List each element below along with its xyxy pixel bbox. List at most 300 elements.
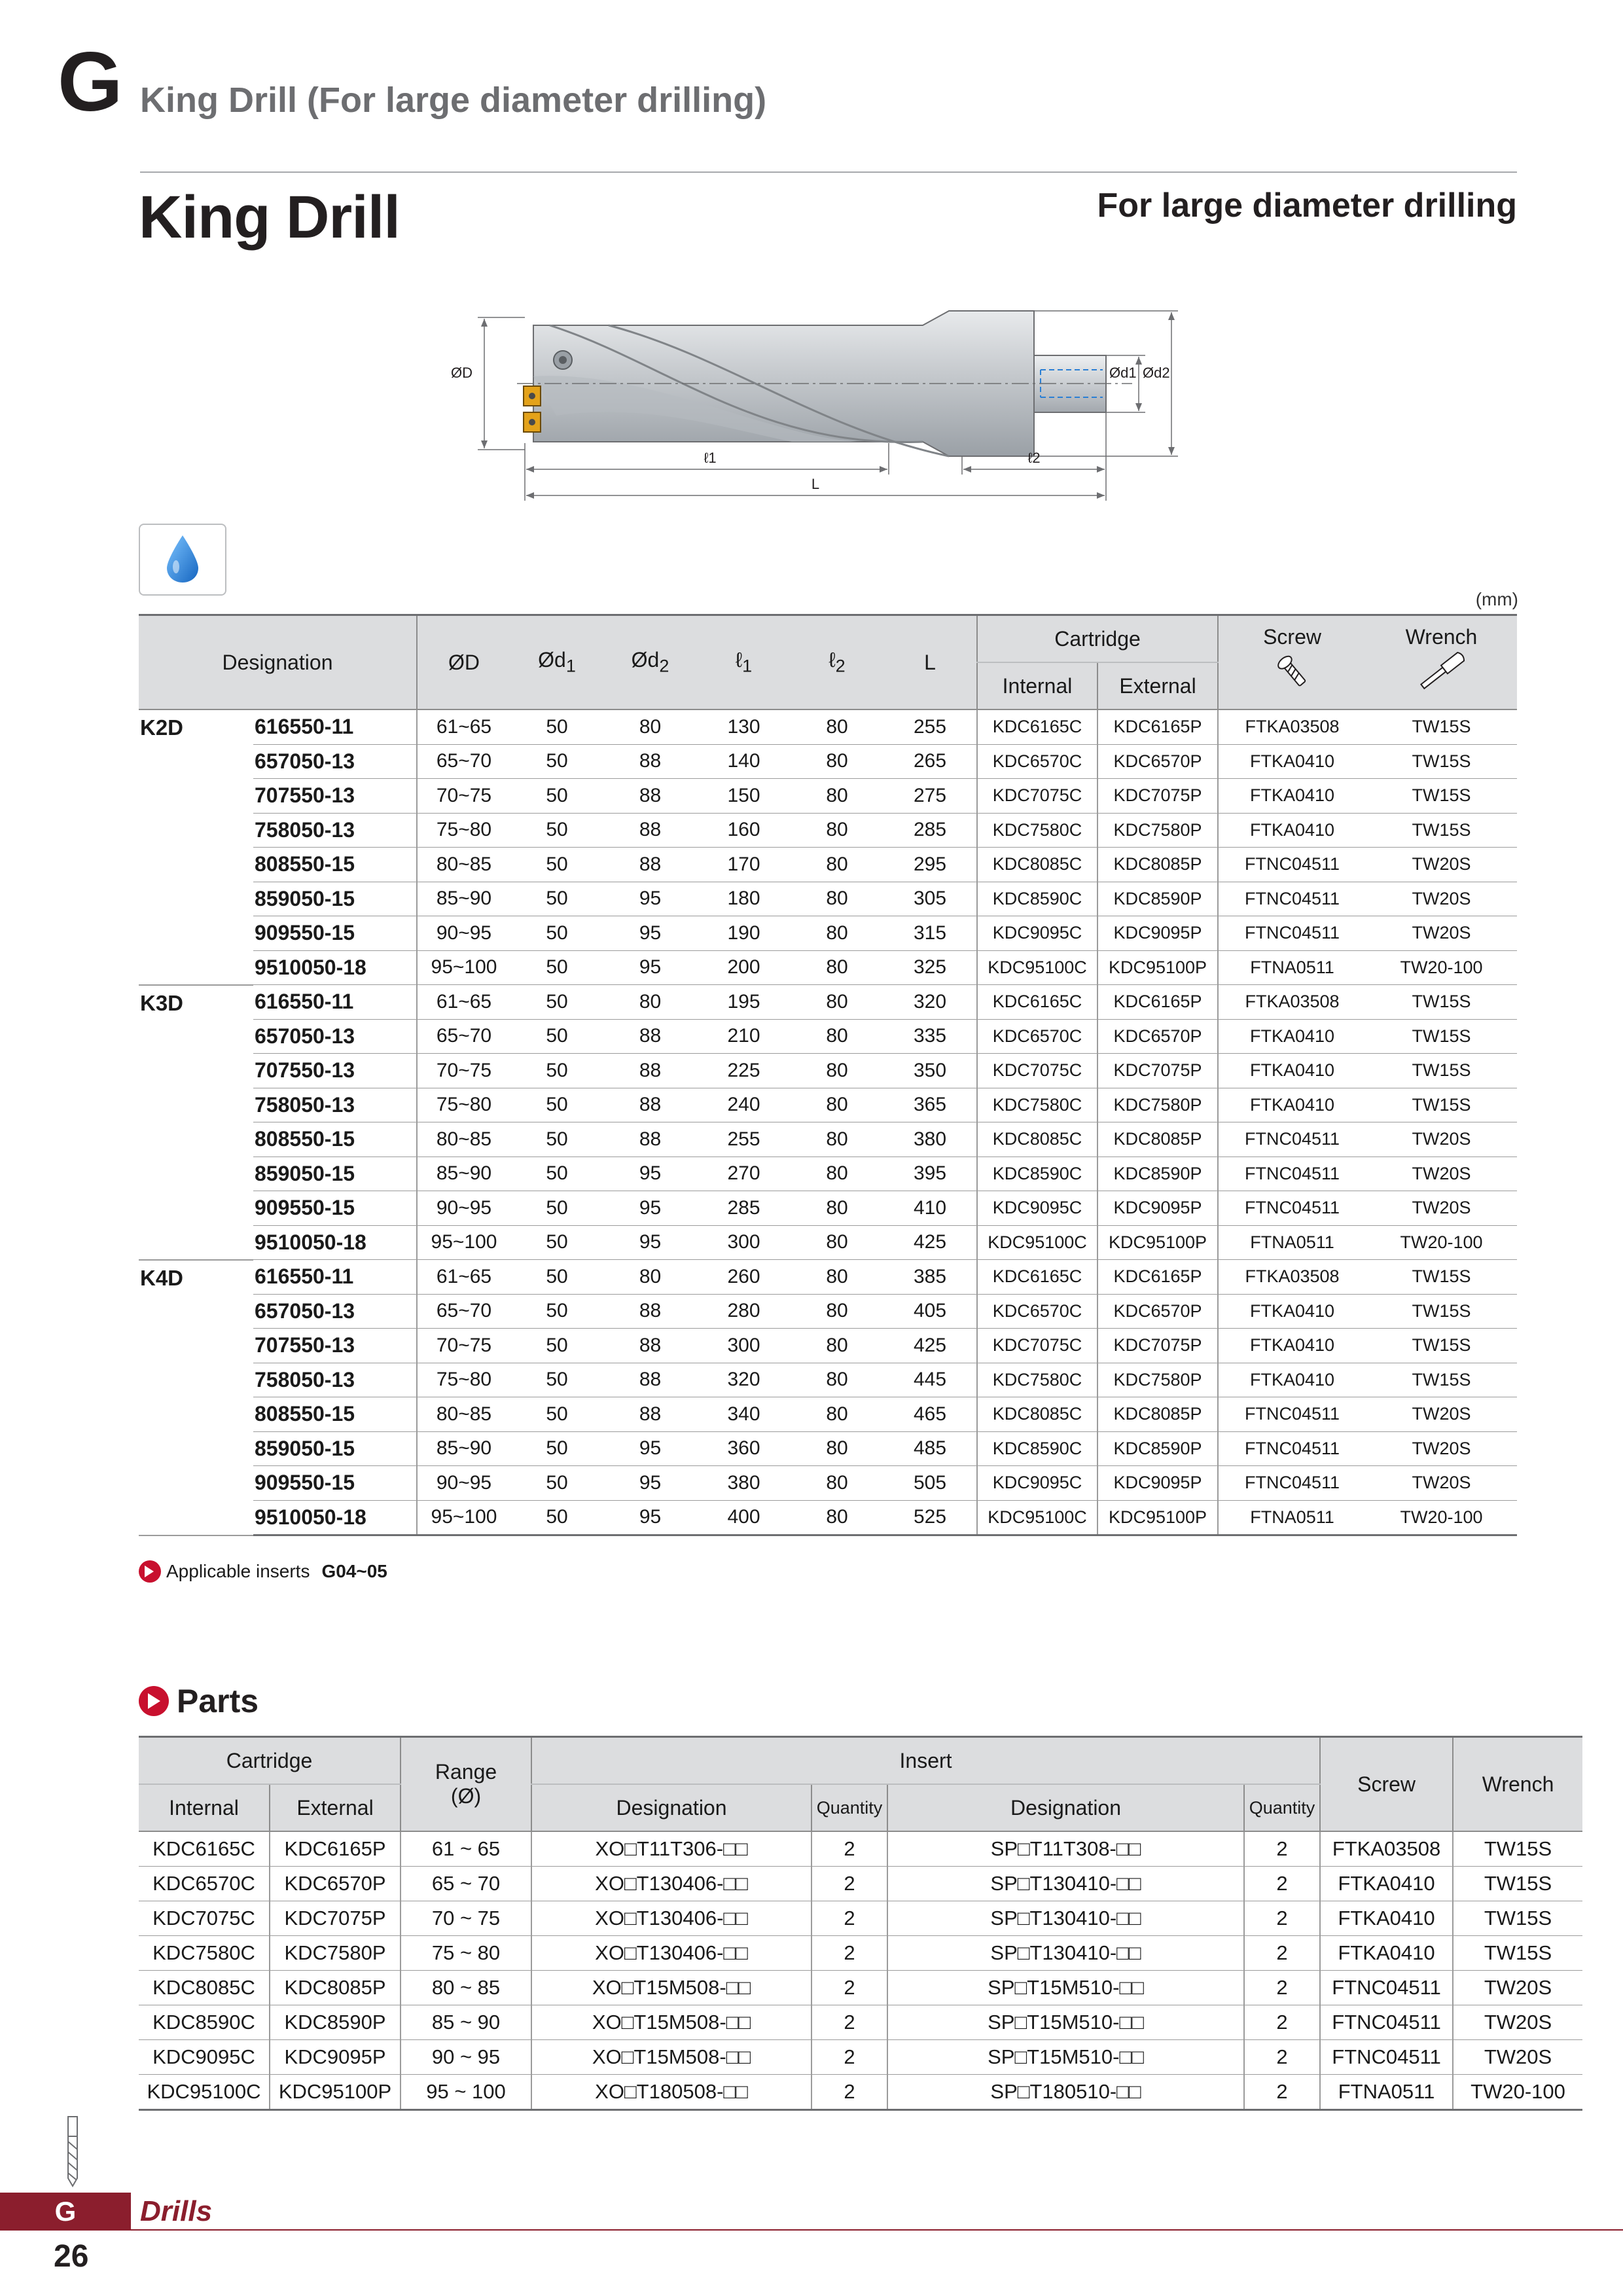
- parts-cell-qty-b: 2: [1244, 1901, 1320, 1936]
- parts-cell-screw: FTKA03508: [1320, 1831, 1453, 1867]
- parts-cell-qty-b: 2: [1244, 2075, 1320, 2110]
- cell-wrench: TW20S: [1366, 1397, 1517, 1432]
- cell-external: KDC8085P: [1097, 1122, 1218, 1157]
- cell-l2: 80: [791, 744, 883, 779]
- cell-d1: 50: [510, 1225, 603, 1260]
- parts-col-quantity-b: Quantity: [1244, 1784, 1320, 1831]
- parts-cell-qty-a: 2: [812, 1867, 887, 1901]
- cell-d1: 50: [510, 950, 603, 985]
- col-cartridge-internal: Internal: [977, 662, 1097, 709]
- parts-cell-qty-a: 2: [812, 2040, 887, 2075]
- cell-external: KDC6165P: [1097, 709, 1218, 744]
- parts-cell-range: 90 ~ 95: [401, 2040, 531, 2075]
- cell-internal: KDC95100C: [977, 1500, 1097, 1535]
- parts-cell-range: 61 ~ 65: [401, 1831, 531, 1867]
- cell-screw: FTKA0410: [1218, 1019, 1366, 1054]
- parts-cell-insert-b: SP□T130410-□□: [887, 1901, 1244, 1936]
- table-row: [139, 1831, 1582, 1867]
- cell-d2: 95: [603, 916, 697, 951]
- coolant-badge: [139, 524, 226, 596]
- cell-l2: 80: [791, 916, 883, 951]
- cell-wrench: TW15S: [1366, 709, 1517, 744]
- parts-cell-insert-b: SP□T15M510-□□: [887, 1971, 1244, 2005]
- cell-l2: 80: [791, 882, 883, 916]
- cell-screw: FTNC04511: [1218, 848, 1366, 882]
- cell-external: KDC6165P: [1097, 985, 1218, 1020]
- cell-L: 485: [883, 1431, 977, 1466]
- cell-d2: 95: [603, 882, 697, 916]
- parts-cell-qty-a: 2: [812, 1901, 887, 1936]
- cell-wrench: TW15S: [1366, 1054, 1517, 1088]
- series-label: K3D: [139, 985, 253, 1260]
- parts-cell-qty-b: 2: [1244, 2005, 1320, 2040]
- cell-l1: 200: [697, 950, 791, 985]
- cell-D: 65~70: [417, 1294, 510, 1329]
- parts-cell-screw: FTNC04511: [1320, 2040, 1453, 2075]
- cell-internal: KDC9095C: [977, 916, 1097, 951]
- cell-screw: FTNA0511: [1218, 1500, 1366, 1535]
- parts-cell-range: 70 ~ 75: [401, 1901, 531, 1936]
- cell-d1: 50: [510, 744, 603, 779]
- cell-internal: KDC95100C: [977, 1225, 1097, 1260]
- cell-l1: 320: [697, 1363, 791, 1397]
- col-d2: $Ød_2$: [603, 615, 697, 710]
- cell-l2: 80: [791, 1431, 883, 1466]
- cell-external: KDC95100P: [1097, 950, 1218, 985]
- cell-D: 85~90: [417, 1157, 510, 1191]
- footer-rule: [131, 2229, 1623, 2231]
- designation-cell: 9510050-18: [253, 1500, 417, 1535]
- parts-cell-insert-a: XO□T130406-□□: [531, 1936, 812, 1971]
- parts-cell-insert-a: XO□T130406-□□: [531, 1867, 812, 1901]
- designation-cell: 859050-15: [253, 882, 417, 916]
- cell-l2: 80: [791, 813, 883, 848]
- cell-l1: 255: [697, 1122, 791, 1157]
- cell-D: 90~95: [417, 1191, 510, 1226]
- cell-d2: 95: [603, 1500, 697, 1535]
- cell-external: KDC8590P: [1097, 882, 1218, 916]
- cell-l2: 80: [791, 1294, 883, 1329]
- designation-cell: 707550-13: [253, 779, 417, 814]
- table-row: [139, 1936, 1582, 1971]
- table-row: [139, 1225, 1517, 1260]
- cell-L: 410: [883, 1191, 977, 1226]
- cell-screw: FTNC04511: [1218, 916, 1366, 951]
- parts-cell-internal: KDC8085C: [139, 1971, 270, 2005]
- cell-external: KDC6570P: [1097, 744, 1218, 779]
- cell-l2: 80: [791, 1363, 883, 1397]
- cell-wrench: TW20S: [1366, 1122, 1517, 1157]
- cell-external: KDC9095P: [1097, 1466, 1218, 1501]
- cell-l2: 80: [791, 985, 883, 1020]
- table-row: [139, 916, 1517, 951]
- cell-screw: FTKA0410: [1218, 1054, 1366, 1088]
- series-label: K2D: [139, 709, 253, 985]
- table-row: [139, 1971, 1582, 2005]
- parts-cell-qty-b: 2: [1244, 1971, 1320, 2005]
- cell-d2: 80: [603, 1260, 697, 1295]
- cell-l2: 80: [791, 950, 883, 985]
- parts-cell-insert-a: XO□T15M508-□□: [531, 2005, 812, 2040]
- cell-screw: FTKA0410: [1218, 744, 1366, 779]
- parts-cell-internal: KDC6165C: [139, 1831, 270, 1867]
- cell-l1: 160: [697, 813, 791, 848]
- cell-external: KDC7580P: [1097, 1363, 1218, 1397]
- parts-cell-external: KDC7075P: [270, 1901, 401, 1936]
- table-row: [139, 1294, 1517, 1329]
- cell-external: KDC7580P: [1097, 813, 1218, 848]
- cell-wrench: TW15S: [1366, 1260, 1517, 1295]
- cell-screw: FTNA0511: [1218, 950, 1366, 985]
- table-row: [139, 1088, 1517, 1122]
- parts-cell-wrench: TW20-100: [1453, 2075, 1582, 2110]
- cell-internal: KDC8085C: [977, 848, 1097, 882]
- cell-l1: 180: [697, 882, 791, 916]
- wrench-icon: [1412, 652, 1471, 691]
- parts-cell-qty-a: 2: [812, 2075, 887, 2110]
- parts-col-quantity-a: Quantity: [812, 1784, 887, 1831]
- cell-d1: 50: [510, 709, 603, 744]
- designation-cell: 707550-13: [253, 1329, 417, 1363]
- cell-screw: FTKA0410: [1218, 1088, 1366, 1122]
- cell-d2: 95: [603, 1191, 697, 1226]
- parts-cell-wrench: TW15S: [1453, 1936, 1582, 1971]
- table-row: [139, 1191, 1517, 1226]
- cell-d1: 50: [510, 848, 603, 882]
- cell-d1: 50: [510, 1260, 603, 1295]
- parts-cell-internal: KDC9095C: [139, 2040, 270, 2075]
- cell-d2: 88: [603, 744, 697, 779]
- parts-cell-qty-a: 2: [812, 1936, 887, 1971]
- cell-external: KDC7075P: [1097, 1054, 1218, 1088]
- cell-L: 445: [883, 1363, 977, 1397]
- parts-cell-range: 75 ~ 80: [401, 1936, 531, 1971]
- section-letter: G: [58, 35, 123, 129]
- cell-D: 95~100: [417, 950, 510, 985]
- parts-cell-wrench: TW20S: [1453, 1971, 1582, 2005]
- parts-cell-insert-b: SP□T130410-□□: [887, 1936, 1244, 1971]
- cell-internal: KDC6570C: [977, 744, 1097, 779]
- table-row: [139, 1157, 1517, 1191]
- parts-col-wrench: Wrench: [1453, 1737, 1582, 1832]
- cell-wrench: TW15S: [1366, 1294, 1517, 1329]
- cell-d1: 50: [510, 1191, 603, 1226]
- designation-cell: 657050-13: [253, 1294, 417, 1329]
- cell-wrench: TW15S: [1366, 1329, 1517, 1363]
- cell-internal: KDC6570C: [977, 1294, 1097, 1329]
- cell-d1: 50: [510, 1019, 603, 1054]
- footer-section-letter: G: [54, 2196, 77, 2227]
- designation-cell: 808550-15: [253, 1122, 417, 1157]
- parts-cell-internal: KDC7075C: [139, 1901, 270, 1936]
- designation-cell: 758050-13: [253, 1363, 417, 1397]
- parts-cell-internal: KDC95100C: [139, 2075, 270, 2110]
- page-title: King Drill: [139, 184, 400, 251]
- cell-d1: 50: [510, 1466, 603, 1501]
- table-row: [139, 1363, 1517, 1397]
- parts-cell-external: KDC9095P: [270, 2040, 401, 2075]
- designation-cell: 758050-13: [253, 1088, 417, 1122]
- parts-cell-wrench: TW15S: [1453, 1901, 1582, 1936]
- cell-d2: 88: [603, 1122, 697, 1157]
- cell-external: KDC7580P: [1097, 1088, 1218, 1122]
- cell-d1: 50: [510, 1054, 603, 1088]
- coolant-drop-icon: [163, 533, 202, 585]
- parts-cell-insert-b: SP□T180510-□□: [887, 2075, 1244, 2110]
- designation-cell: 657050-13: [253, 1019, 417, 1054]
- cell-L: 285: [883, 813, 977, 848]
- table-row: [139, 813, 1517, 848]
- cell-screw: FTKA03508: [1218, 1260, 1366, 1295]
- cell-l2: 80: [791, 1225, 883, 1260]
- cell-external: KDC9095P: [1097, 1191, 1218, 1226]
- col-l1: ℓ$_1$: [697, 615, 791, 710]
- col-cartridge-external: External: [1097, 662, 1218, 709]
- cell-screw: FTNC04511: [1218, 882, 1366, 916]
- cell-L: 325: [883, 950, 977, 985]
- cell-wrench: TW20S: [1366, 1431, 1517, 1466]
- table-row: [139, 1397, 1517, 1432]
- cell-l2: 80: [791, 1397, 883, 1432]
- cell-d1: 50: [510, 813, 603, 848]
- designation-cell: 616550-11: [253, 985, 417, 1020]
- cell-d1: 50: [510, 882, 603, 916]
- col-cartridge: Cartridge: [977, 615, 1218, 663]
- designation-cell: 909550-15: [253, 1191, 417, 1226]
- parts-cell-wrench: TW20S: [1453, 2005, 1582, 2040]
- table-row: [139, 779, 1517, 814]
- cell-L: 395: [883, 1157, 977, 1191]
- designation-cell: 909550-15: [253, 1466, 417, 1501]
- table-row: [139, 882, 1517, 916]
- cell-D: 90~95: [417, 1466, 510, 1501]
- cell-D: 85~90: [417, 882, 510, 916]
- table-row: [139, 2075, 1582, 2110]
- cell-l2: 80: [791, 1088, 883, 1122]
- cell-d2: 88: [603, 1329, 697, 1363]
- cell-L: 305: [883, 882, 977, 916]
- cell-internal: KDC7075C: [977, 1054, 1097, 1088]
- cell-L: 405: [883, 1294, 977, 1329]
- cell-L: 505: [883, 1466, 977, 1501]
- cell-D: 95~100: [417, 1225, 510, 1260]
- cell-internal: KDC7075C: [977, 1329, 1097, 1363]
- parts-table: [139, 1736, 1582, 2111]
- cell-internal: KDC8085C: [977, 1122, 1097, 1157]
- cell-wrench: TW15S: [1366, 1088, 1517, 1122]
- cell-d2: 95: [603, 1466, 697, 1501]
- cell-internal: KDC7580C: [977, 1363, 1097, 1397]
- cell-d2: 95: [603, 950, 697, 985]
- table-row: [139, 1019, 1517, 1054]
- page-subtitle: For large diameter drilling: [1097, 187, 1517, 224]
- cell-l1: 300: [697, 1329, 791, 1363]
- cell-screw: FTKA0410: [1218, 1294, 1366, 1329]
- parts-cell-range: 95 ~ 100: [401, 2075, 531, 2110]
- cell-wrench: TW20S: [1366, 848, 1517, 882]
- designation-cell: 808550-15: [253, 848, 417, 882]
- cell-L: 265: [883, 744, 977, 779]
- cell-external: KDC8085P: [1097, 848, 1218, 882]
- parts-cell-range: 80 ~ 85: [401, 1971, 531, 2005]
- col-l2: ℓ$_2$: [791, 615, 883, 710]
- cell-l2: 80: [791, 1466, 883, 1501]
- cell-L: 295: [883, 848, 977, 882]
- cell-wrench: TW20S: [1366, 1157, 1517, 1191]
- cell-screw: FTNC04511: [1218, 1191, 1366, 1226]
- specification-table: [139, 614, 1517, 1536]
- cell-internal: KDC6165C: [977, 1260, 1097, 1295]
- designation-cell: 9510050-18: [253, 950, 417, 985]
- cell-internal: KDC7580C: [977, 1088, 1097, 1122]
- parts-cell-range: 85 ~ 90: [401, 2005, 531, 2040]
- parts-title: Parts: [177, 1683, 259, 1719]
- parts-cell-insert-a: XO□T15M508-□□: [531, 1971, 812, 2005]
- cell-l1: 140: [697, 744, 791, 779]
- cell-d2: 88: [603, 1363, 697, 1397]
- cell-d1: 50: [510, 1088, 603, 1122]
- cell-L: 425: [883, 1329, 977, 1363]
- cell-wrench: TW20S: [1366, 882, 1517, 916]
- parts-cell-wrench: TW15S: [1453, 1831, 1582, 1867]
- cell-L: 275: [883, 779, 977, 814]
- cell-d2: 95: [603, 1157, 697, 1191]
- cell-l1: 360: [697, 1431, 791, 1466]
- designation-cell: 9510050-18: [253, 1225, 417, 1260]
- cell-wrench: TW20-100: [1366, 1500, 1517, 1535]
- parts-col-screw: Screw: [1320, 1737, 1453, 1832]
- cell-wrench: TW15S: [1366, 813, 1517, 848]
- cell-l2: 80: [791, 1500, 883, 1535]
- cell-screw: FTKA0410: [1218, 1329, 1366, 1363]
- cell-d2: 95: [603, 1431, 697, 1466]
- cell-l1: 190: [697, 916, 791, 951]
- label-D: ØD: [452, 365, 473, 381]
- parts-cell-insert-a: XO□T11T306-□□: [531, 1831, 812, 1867]
- parts-cell-qty-b: 2: [1244, 1936, 1320, 1971]
- parts-cell-internal: KDC8590C: [139, 2005, 270, 2040]
- cell-l1: 285: [697, 1191, 791, 1226]
- col-wrench: Wrench: [1366, 615, 1517, 710]
- col-L: L: [883, 615, 977, 710]
- cell-wrench: TW15S: [1366, 779, 1517, 814]
- table-row: [139, 2040, 1582, 2075]
- cell-external: KDC8590P: [1097, 1431, 1218, 1466]
- parts-cell-internal: KDC6570C: [139, 1867, 270, 1901]
- cell-screw: FTNC04511: [1218, 1157, 1366, 1191]
- cell-l1: 300: [697, 1225, 791, 1260]
- cell-L: 365: [883, 1088, 977, 1122]
- cell-external: KDC95100P: [1097, 1225, 1218, 1260]
- cell-internal: KDC8085C: [977, 1397, 1097, 1432]
- applicable-inserts-ref[interactable]: G04~05: [321, 1561, 387, 1581]
- designation-cell: 616550-11: [253, 1260, 417, 1295]
- cell-screw: FTKA0410: [1218, 1363, 1366, 1397]
- parts-cell-wrench: TW15S: [1453, 1867, 1582, 1901]
- cell-D: 61~65: [417, 985, 510, 1020]
- cell-screw: FTKA03508: [1218, 985, 1366, 1020]
- cell-d2: 88: [603, 848, 697, 882]
- cell-internal: KDC9095C: [977, 1191, 1097, 1226]
- cell-d1: 50: [510, 779, 603, 814]
- parts-cell-qty-b: 2: [1244, 2040, 1320, 2075]
- cell-l1: 270: [697, 1157, 791, 1191]
- cell-d2: 80: [603, 985, 697, 1020]
- cell-L: 320: [883, 985, 977, 1020]
- cell-wrench: TW20S: [1366, 1191, 1517, 1226]
- cell-D: 70~75: [417, 1054, 510, 1088]
- cell-internal: KDC8590C: [977, 1157, 1097, 1191]
- table-row: [139, 1466, 1517, 1501]
- cell-screw: FTNC04511: [1218, 1397, 1366, 1432]
- label-d2: Ød2: [1143, 365, 1170, 381]
- parts-col-insert: Insert: [531, 1737, 1320, 1785]
- cell-d2: 95: [603, 1225, 697, 1260]
- cell-l2: 80: [791, 779, 883, 814]
- cell-external: KDC8590P: [1097, 1157, 1218, 1191]
- cell-screw: FTNC04511: [1218, 1466, 1366, 1501]
- cell-D: 65~70: [417, 1019, 510, 1054]
- cell-L: 525: [883, 1500, 977, 1535]
- parts-cell-screw: FTKA0410: [1320, 1936, 1453, 1971]
- cell-d2: 88: [603, 1019, 697, 1054]
- cell-L: 425: [883, 1225, 977, 1260]
- series-label: K4D: [139, 1260, 253, 1535]
- cell-L: 350: [883, 1054, 977, 1088]
- header-divider: [140, 171, 1517, 173]
- cell-l1: 170: [697, 848, 791, 882]
- arrow-right-icon: [139, 1560, 161, 1583]
- cell-external: KDC95100P: [1097, 1500, 1218, 1535]
- cell-L: 465: [883, 1397, 977, 1432]
- cell-D: 75~80: [417, 813, 510, 848]
- cell-D: 70~75: [417, 779, 510, 814]
- footer-section-name: Drills: [140, 2195, 213, 2227]
- parts-cell-screw: FTKA0410: [1320, 1867, 1453, 1901]
- col-designation: Designation: [139, 615, 417, 710]
- parts-cell-insert-a: XO□T180508-□□: [531, 2075, 812, 2110]
- unit-label: (mm): [1475, 589, 1518, 609]
- cell-d1: 50: [510, 1363, 603, 1397]
- cell-d1: 50: [510, 1500, 603, 1535]
- cell-l1: 195: [697, 985, 791, 1020]
- table-row: [139, 1500, 1517, 1535]
- cell-screw: FTKA03508: [1218, 709, 1366, 744]
- parts-cell-external: KDC7580P: [270, 1936, 401, 1971]
- cell-l2: 80: [791, 848, 883, 882]
- parts-col-designation-a: Designation: [531, 1784, 812, 1831]
- cell-d1: 50: [510, 1157, 603, 1191]
- cell-external: KDC6570P: [1097, 1019, 1218, 1054]
- cell-l1: 260: [697, 1260, 791, 1295]
- cell-L: 315: [883, 916, 977, 951]
- cell-wrench: TW20S: [1366, 916, 1517, 951]
- cell-D: 80~85: [417, 1122, 510, 1157]
- parts-cell-insert-b: SP□T130410-□□: [887, 1867, 1244, 1901]
- cell-internal: KDC95100C: [977, 950, 1097, 985]
- cell-internal: KDC7075C: [977, 779, 1097, 814]
- cell-D: 70~75: [417, 1329, 510, 1363]
- table-row: [139, 1122, 1517, 1157]
- cell-l1: 210: [697, 1019, 791, 1054]
- cell-D: 90~95: [417, 916, 510, 951]
- cell-l1: 240: [697, 1088, 791, 1122]
- cell-d1: 50: [510, 985, 603, 1020]
- cell-screw: FTKA0410: [1218, 813, 1366, 848]
- cell-D: 95~100: [417, 1500, 510, 1535]
- cell-internal: KDC7580C: [977, 813, 1097, 848]
- parts-cell-screw: FTNC04511: [1320, 1971, 1453, 2005]
